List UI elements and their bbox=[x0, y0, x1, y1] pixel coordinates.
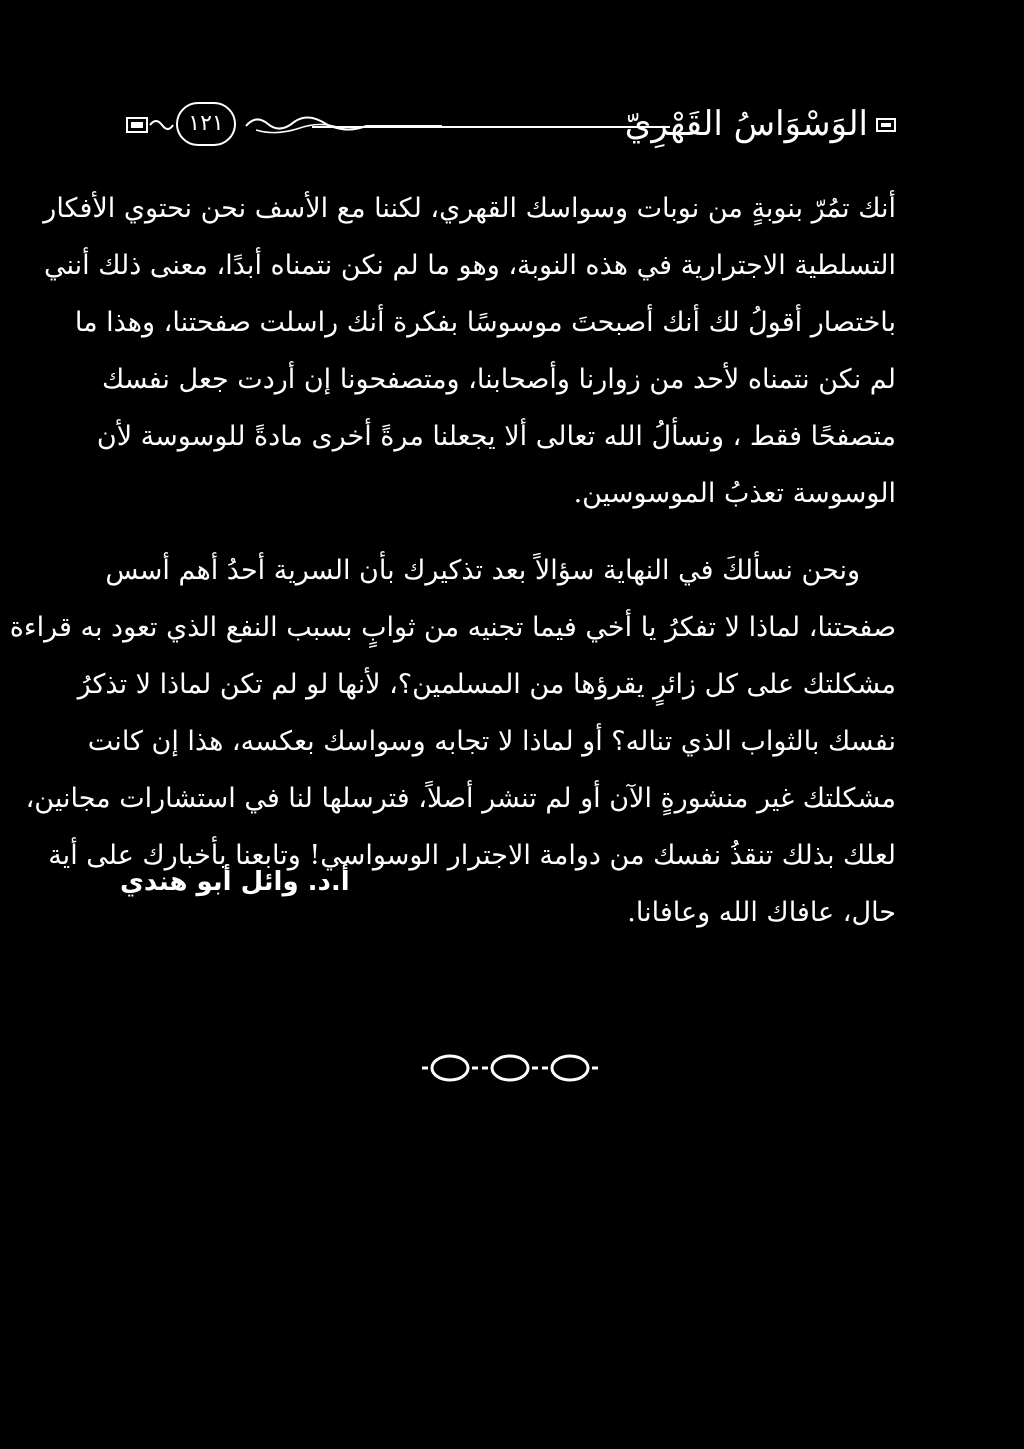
header-rule bbox=[312, 126, 670, 128]
text-line: أنك تمُرّ بنوبةٍ من نوبات وسواسك القهري، لكننا مع الأسف نحن نحتوي الأفكار bbox=[43, 193, 896, 224]
header-swirl-ornament-icon bbox=[246, 110, 442, 140]
header-ornament-left-icon bbox=[126, 116, 174, 134]
page-header bbox=[126, 100, 896, 152]
paragraph-gap bbox=[126, 522, 896, 542]
text-line: متصفحًا فقط ، ونسألُ الله تعالى ألا يجعلنا مرةً أخرى مادةً للوسوسة لأن bbox=[96, 421, 896, 452]
author-signature: أ.د. وائل أبو هندي bbox=[120, 867, 350, 897]
text-line: الوسوسة تعذبُ الموسوسين. bbox=[573, 478, 896, 509]
text-line: باختصار أقولُ لك أنك أصبحتَ موسوسًا بفكرة أنك راسلت صفحتنا، وهذا ما bbox=[74, 307, 896, 338]
text-line: لعلك بذلك تنقذُ نفسك من دوامة الاجترار الوسواسي! وتابعنا بأخبارك على أية bbox=[48, 840, 896, 871]
text-line: مشكلتك على كل زائرٍ يقرؤها من المسلمين؟، لأنها لو لم تكن لماذا لا تذكرُ bbox=[77, 669, 896, 700]
text-line: نفسك بالثواب الذي تناله؟ أو لماذا لا تجابه وسواسك بعكسه، هذا إن كانت bbox=[87, 726, 896, 757]
paragraph-1 bbox=[43, 180, 896, 522]
text-line: صفحتنا، لماذا لا تفكرُ يا أخي فيما تجنيه من ثوابٍ بسبب النفع الذي تعود به قراءة bbox=[9, 612, 896, 643]
text-line: حال، عافاك الله وعافانا. bbox=[627, 897, 896, 928]
text-line: لم نكن نتمناه لأحد من زوارنا وأصحابنا، ومتصفحونا إن أردت جعل نفسك bbox=[101, 364, 896, 395]
page-number: ١٢١ bbox=[176, 102, 236, 146]
text-line: ونحن نسألكَ في النهاية سؤالاً بعد تذكيرك بأن السرية أحدُ أهم أسس bbox=[105, 555, 860, 586]
text-line: مشكلتك غير منشورةٍ الآن أو لم تنشر أصلاً، فترسلها لنا في استشارات مجانين، bbox=[25, 783, 896, 814]
text-line: التسلطية الاجترارية في هذه النوبة، وهو ما لم نكن نتمناه أبدًا، معنى ذلك أنني bbox=[43, 250, 896, 281]
body-text bbox=[9, 180, 896, 941]
header-title: الوَسْوَاسُ القَهْرِيّ bbox=[624, 104, 868, 144]
header-ornament-right-icon bbox=[876, 118, 896, 132]
closing-ornament-icon bbox=[420, 1050, 600, 1086]
